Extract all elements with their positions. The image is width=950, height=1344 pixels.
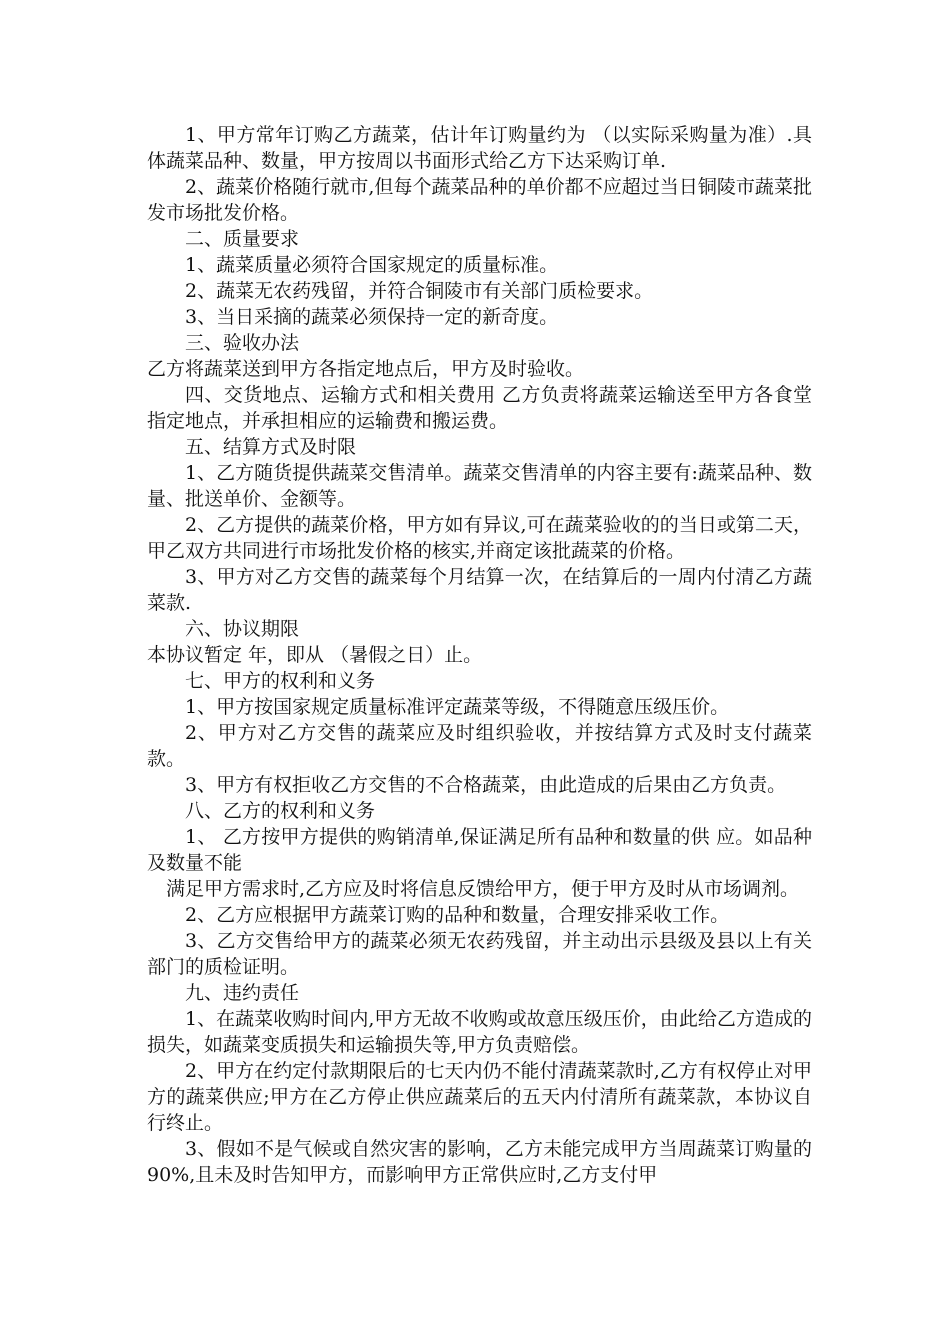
paragraph: 1、甲方常年订购乙方蔬菜，估计年订购量约为 （以实际采购量为准）.具体蔬菜品种、数量，甲方按周以书面形式给乙方下达采购订单. [147, 124, 812, 172]
paragraph: 1、甲方按国家规定质量标准评定蔬菜等级，不得随意压级压价。 [185, 696, 730, 718]
section-heading: 八、乙方的权利和义务 [185, 800, 376, 822]
paragraph: 3、乙方交售给甲方的蔬菜必须无农药残留，并主动出示县级及县以上有关部门的质检证明。 [147, 930, 812, 978]
section-heading: 二、质量要求 [185, 228, 300, 250]
paragraph: 1、在蔬菜收购时间内,甲方无故不收购或故意压级压价，由此给乙方造成的损失，如蔬菜变质损失和运输损失等,甲方负责赔偿。 [147, 1008, 812, 1056]
section-heading: 五、结算方式及时限 [185, 436, 357, 458]
paragraph: 2、乙方应根据甲方蔬菜订购的品种和数量，合理安排采收工作。 [185, 904, 730, 926]
paragraph: 3、甲方对乙方交售的蔬菜每个月结算一次，在结算后的一周内付清乙方蔬菜款. [147, 566, 812, 614]
section-heading: 三、验收办法 [185, 332, 300, 354]
paragraph: 3、甲方有权拒收乙方交售的不合格蔬菜，由此造成的后果由乙方负责。 [185, 774, 787, 796]
paragraph: 2、乙方提供的蔬菜价格，甲方如有异议,可在蔬菜验收的的当日或第二天，甲乙双方共同进行市场批发价格的核实,并商定该批蔬菜的价格。 [147, 514, 812, 562]
paragraph: 2、蔬菜价格随行就市,但每个蔬菜品种的单价都不应超过当日铜陵市蔬菜批发市场批发价格。 [147, 176, 812, 224]
document-body [147, 122, 812, 1188]
section-heading: 六、协议期限 [185, 618, 300, 640]
section-heading: 九、违约责任 [185, 982, 300, 1004]
paragraph: 3、当日采摘的蔬菜必须保持一定的新奇度。 [185, 306, 559, 328]
paragraph: 2、蔬菜无农药残留，并符合铜陵市有关部门质检要求。 [185, 280, 654, 302]
paragraph: 本协议暂定 年，即从 （暑假之日）止。 [147, 644, 483, 666]
paragraph: 1、 乙方按甲方提供的购销清单,保证满足所有品种和数量的供 应。如品种及数量不能 [147, 826, 812, 874]
paragraph: 2、甲方在约定付款期限后的七天内仍不能付清蔬菜款时,乙方有权停止对甲方的蔬菜供应;甲方在乙方停止供应蔬菜后的五天内付清所有蔬菜款，本协议自行终止。 [147, 1060, 812, 1134]
section-heading: 四、交货地点、运输方式和相关费用 乙方负责将蔬菜运输送至甲方各食堂指定地点，并承担相应的运输费和搬运费。 [147, 384, 812, 432]
paragraph: 1、蔬菜质量必须符合国家规定的质量标准。 [185, 254, 559, 276]
paragraph: 1、乙方随货提供蔬菜交售清单。蔬菜交售清单的内容主要有:蔬菜品种、数量、批送单价、金额等。 [147, 462, 812, 510]
paragraph: 乙方将蔬菜送到甲方各指定地点后，甲方及时验收。 [147, 358, 585, 380]
paragraph: 3、假如不是气候或自然灾害的影响，乙方未能完成甲方当周蔬菜订购量的90%,且未及时告知甲方，而影响甲方正常供应时,乙方支付甲 [147, 1138, 812, 1186]
paragraph: 2、甲方对乙方交售的蔬菜应及时组织验收，并按结算方式及时支付蔬菜款。 [147, 722, 812, 770]
paragraph: 满足甲方需求时,乙方应及时将信息反馈给甲方，便于甲方及时从市场调剂。 [166, 878, 800, 900]
section-heading: 七、甲方的权利和义务 [185, 670, 376, 692]
